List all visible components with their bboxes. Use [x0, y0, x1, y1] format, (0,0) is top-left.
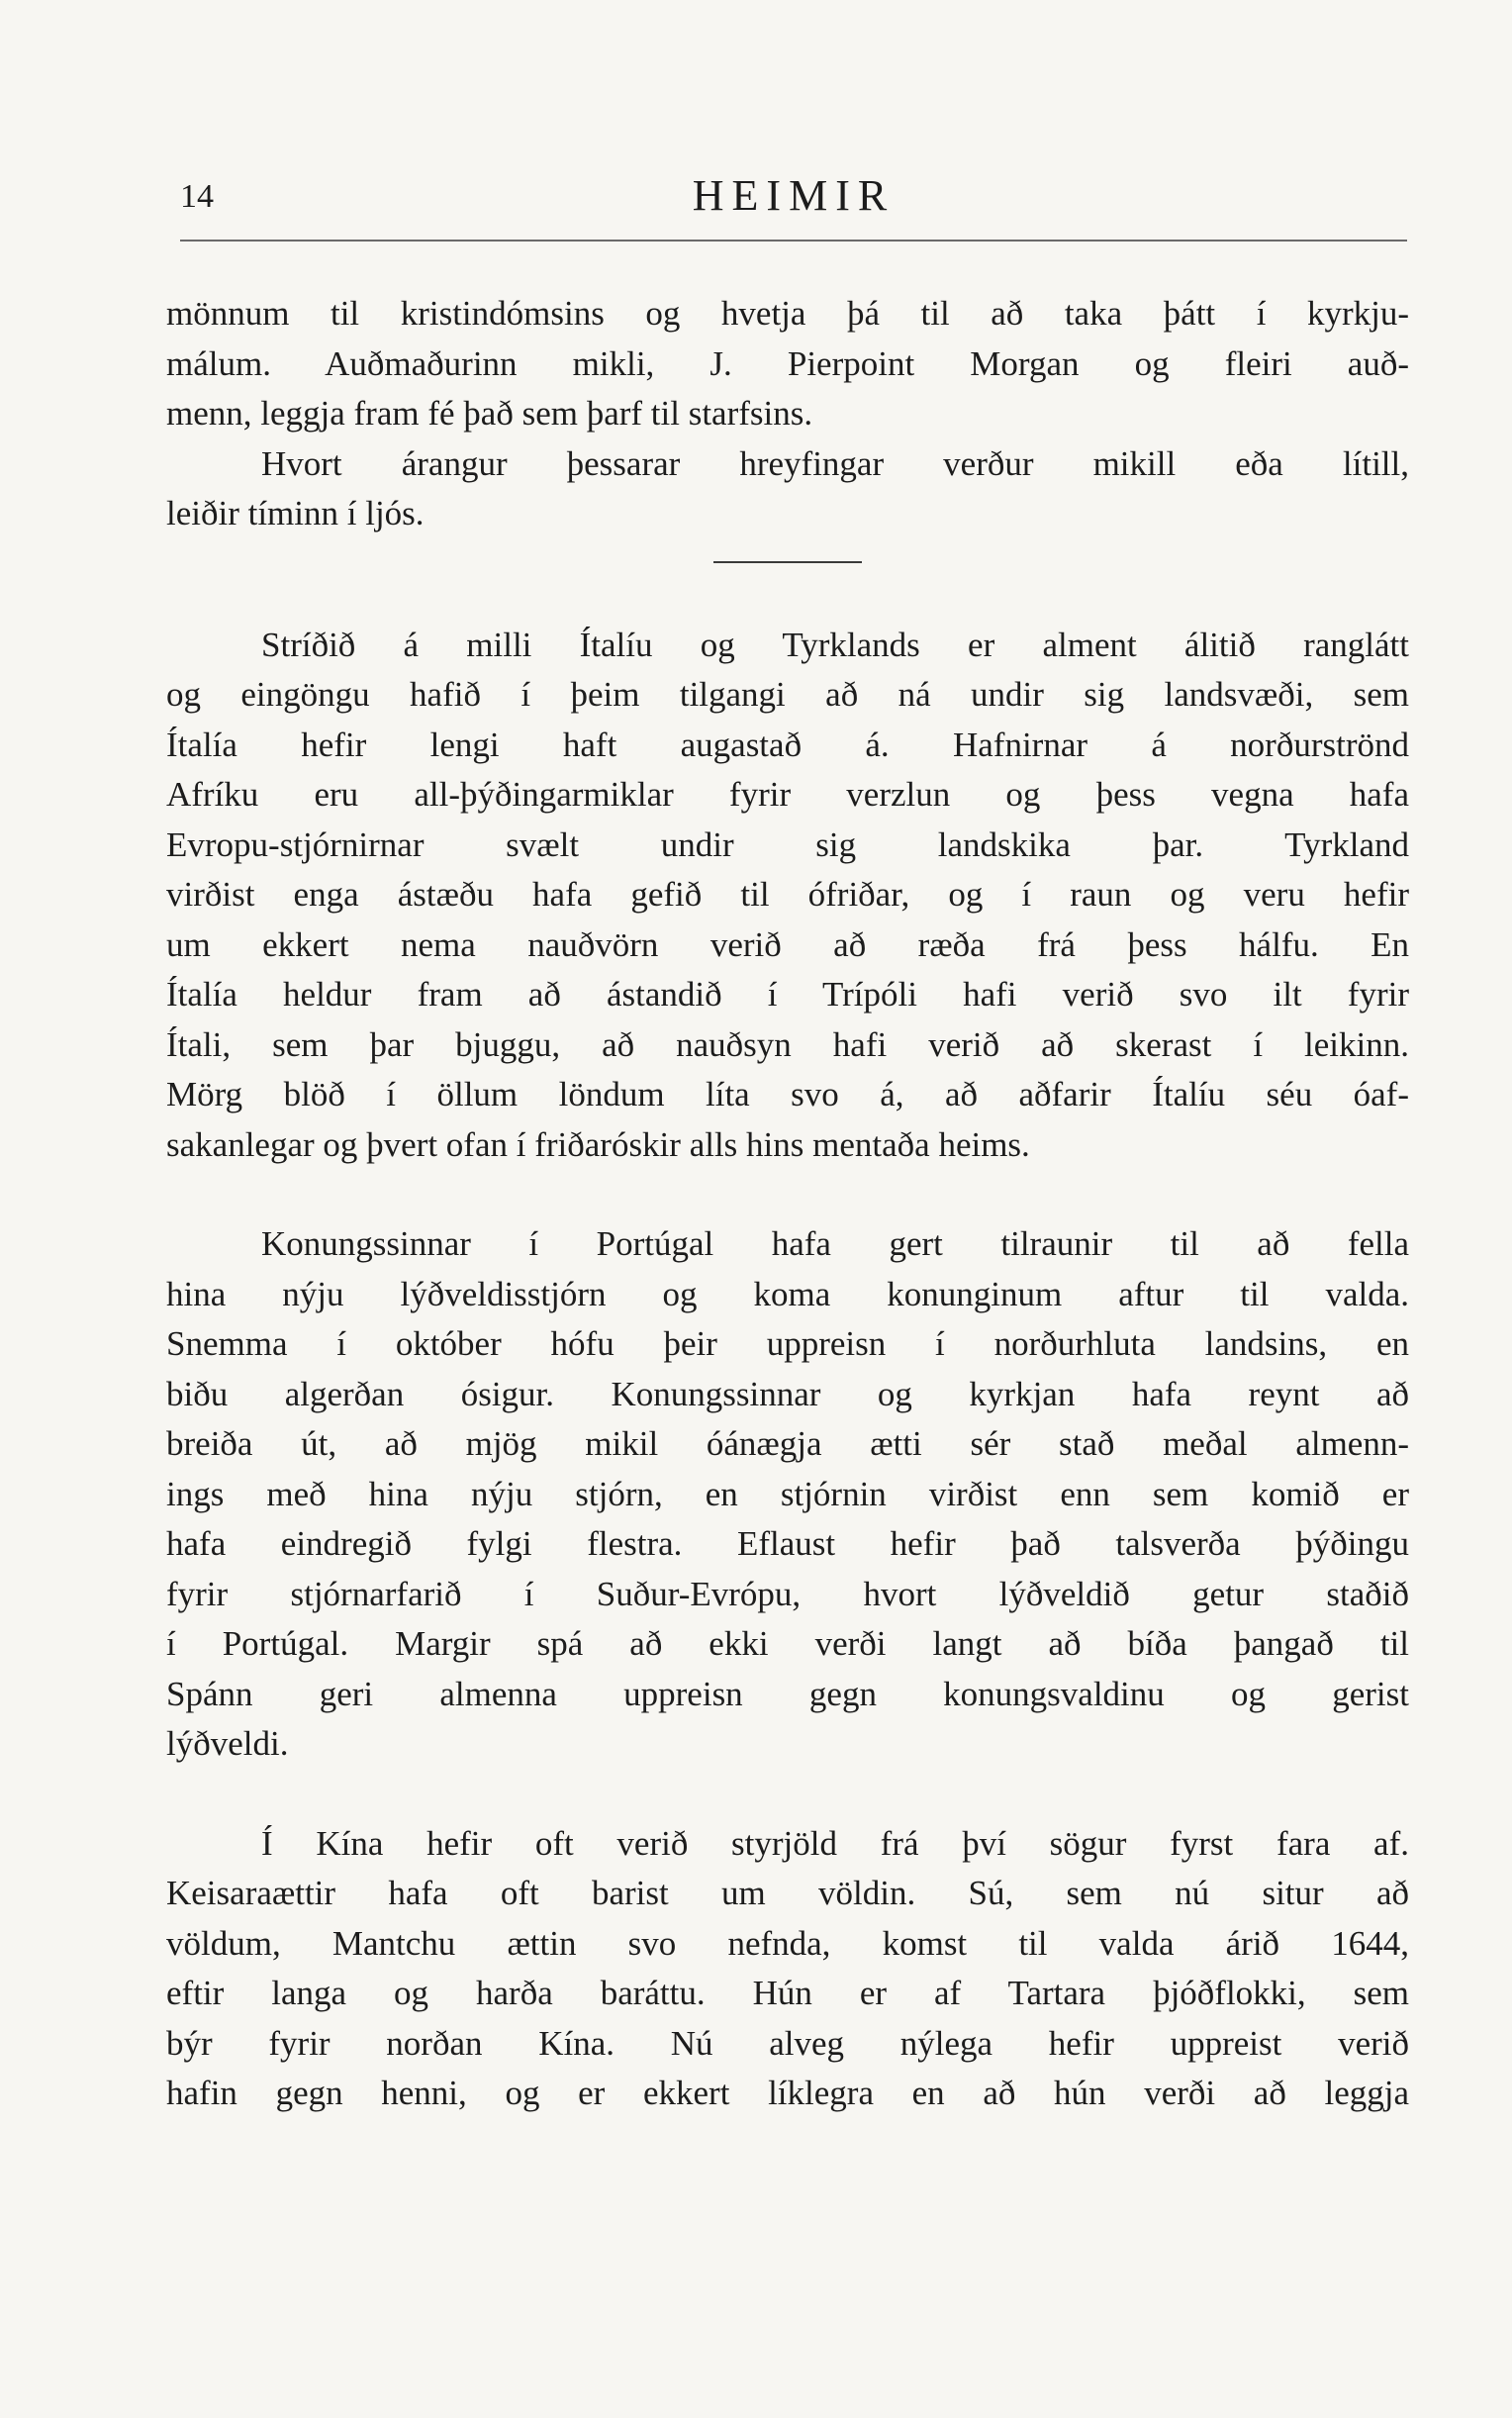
text-line: í Portúgal. Margir spá að ekki verði langt að bíða þangað til	[166, 1624, 1409, 1663]
text-line: Keisaraættir hafa oft barist um völdin. Sú, sem nú situr að	[166, 1874, 1409, 1912]
text-line: sakanlegar og þvert ofan í friðaróskir alls hins mentaða heims.	[166, 1124, 1030, 1164]
paragraph	[166, 621, 1409, 1171]
page-header	[180, 166, 1407, 226]
paragraph	[166, 439, 1409, 539]
paragraph-gap	[166, 1770, 1409, 1819]
paragraph	[166, 1819, 1409, 2119]
text-line: fyrir stjórnarfarið í Suður-Evrópu, hvort lýðveldið getur staðið	[166, 1574, 1409, 1613]
text-line: Mörg blöð í öllum löndum líta svo á, að aðfarir Ítalíu séu óaf-	[166, 1075, 1409, 1113]
text-line: völdum, Mantchu ættin svo nefnda, komst til valda árið 1644,	[166, 1923, 1409, 1963]
text-line: eftir langa og harða baráttu. Hún er af Tartara þjóðflokki, sem	[166, 1974, 1409, 2012]
text-line: Stríðið á milli Ítalíu og Tyrklands er alment álitið ranglátt	[261, 625, 1409, 664]
text-line: biðu algerðan ósigur. Konungssinnar og kyrkjan hafa reynt að	[166, 1374, 1409, 1413]
paragraph	[166, 289, 1409, 439]
text-line: Hvort árangur þessarar hreyfingar verður mikill eða lítill,	[261, 443, 1409, 483]
paragraph-gap	[166, 1170, 1409, 1219]
text-line: og eingöngu hafið í þeim tilgangi að ná undir sig landsvæði, sem	[166, 675, 1409, 714]
body-text	[166, 289, 1409, 2119]
text-line: breiða út, að mjög mikil óánægja ætti sér stað meðal almenn-	[166, 1424, 1409, 1463]
text-line: Ítalía hefir lengi haft augastað á. Hafnirnar á norðurströnd	[166, 725, 1409, 764]
text-line: Í Kína hefir oft verið styrjöld frá því sögur fyrst fara af.	[261, 1823, 1409, 1863]
text-line: menn, leggja fram fé það sem þarf til starfsins.	[166, 394, 813, 433]
header-rule	[180, 240, 1407, 242]
text-line: virðist enga ástæðu hafa gefið til ófriðar, og í raun og veru hefir	[166, 875, 1409, 914]
text-line: lýðveldi.	[166, 1724, 289, 1763]
text-line: Afríku eru all-þýðingarmiklar fyrir verzlun og þess vegna hafa	[166, 775, 1409, 814]
text-line: hina nýju lýðveldisstjórn og koma konunginum aftur til valda.	[166, 1274, 1409, 1313]
text-line: Spánn geri almenna uppreisn gegn konungsvaldinu og gerist	[166, 1674, 1409, 1713]
page-number: 14	[180, 178, 214, 215]
text-line: Snemma í október hófu þeir uppreisn í norðurhluta landsins, en	[166, 1324, 1409, 1363]
text-line: hafa eindregið fylgi flestra. Eflaust hefir það talsverða þýðingu	[166, 1524, 1409, 1563]
text-line: Ítalía heldur fram að ástandið í Trípóli hafi verið svo ilt fyrir	[166, 975, 1409, 1014]
text-line: leiðir tíminn í ljós.	[166, 494, 425, 532]
text-line: hafin gegn henni, og er ekkert líklegra en að hún verði að leggja	[166, 2074, 1409, 2112]
text-line: málum. Auðmaðurinn mikli, J. Pierpoint Morgan og fleiri auð-	[166, 343, 1409, 383]
text-line: ings með hina nýju stjórn, en stjórnin virðist enn sem komið er	[166, 1474, 1409, 1513]
text-line: mönnum til kristindómsins og hvetja þá til að taka þátt í kyrkju-	[166, 294, 1409, 333]
running-title: HEIMIR	[692, 171, 896, 220]
text-line: Evropu-stjórnirnar svælt undir sig landskika þar. Tyrkland	[166, 824, 1409, 864]
text-line: Konungssinnar í Portúgal hafa gert tilraunir til að fella	[261, 1224, 1409, 1263]
text-line: um ekkert nema nauðvörn verið að ræða frá þess hálfu. En	[166, 924, 1409, 964]
text-line: býr fyrir norðan Kína. Nú alveg nýlega hefir uppreist verið	[166, 2023, 1409, 2063]
paragraph	[166, 1219, 1409, 1770]
section-divider	[713, 561, 862, 563]
text-line: Ítali, sem þar bjuggu, að nauðsyn hafi verið að skerast í leikinn.	[166, 1024, 1409, 1064]
